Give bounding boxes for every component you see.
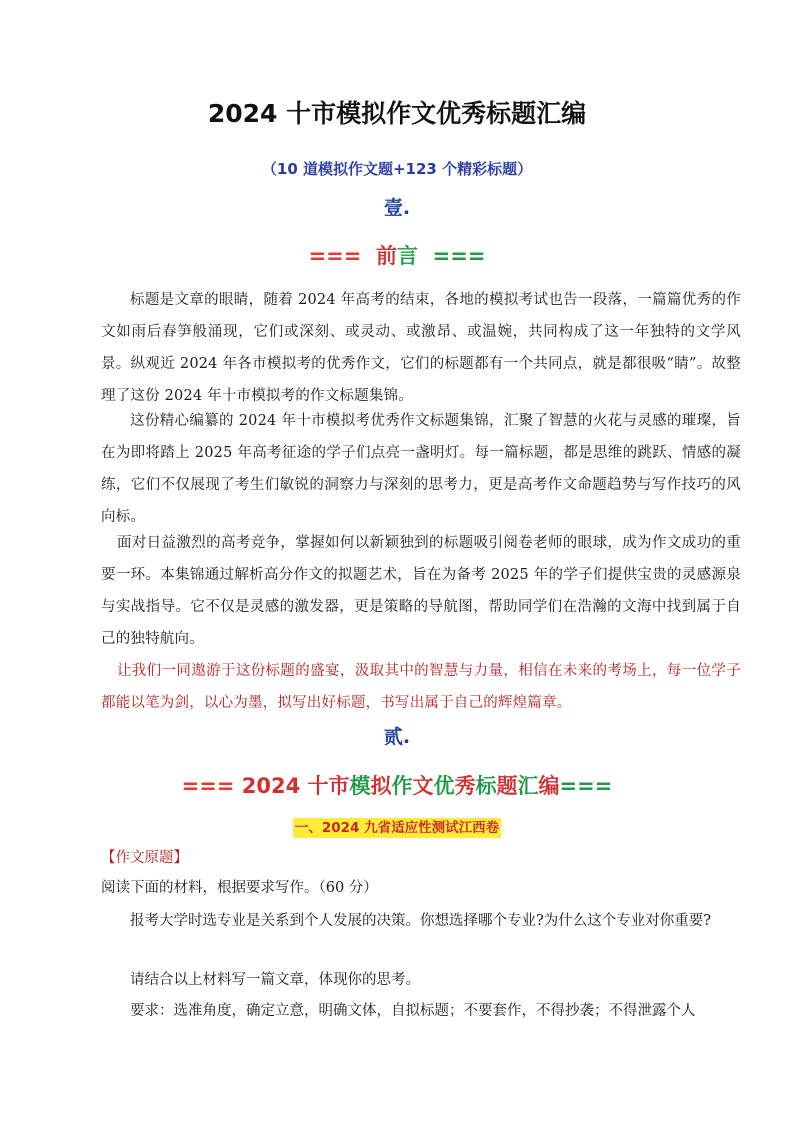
banner-equals-right: === <box>432 244 486 268</box>
preface-paragraph-2: 这份精心编纂的 2024 年十市模拟考优秀作文标题集锦，汇聚了智慧的火花与灵感的璀璨，旨在为即将踏上 2025 年高考征途的学子们点亮一盏明灯。每一篇标题，都是思维的跳跃、情感的凝练，它们不仅展现了考生们敏锐的洞察力与深刻的思考力，更是高考作文命题趋势与写作技巧的风向标。 <box>101 413 741 525</box>
section-banner-compilation <box>0 770 794 800</box>
question-heading-text: 一、2024 九省适应性测试江西卷 <box>294 820 500 836</box>
banner-char: 优 <box>433 774 455 798</box>
banner-char: 言 <box>397 244 418 268</box>
question-requirements: 要求：选准角度，确定立意，明确文体，自拟标题；不要套作，不得抄袭；不得泄露个人 <box>130 1003 696 1019</box>
banner-char: 拟 <box>370 774 392 798</box>
banner-char: 前 <box>376 244 397 268</box>
question-material: 报考大学时选专业是关系到个人发展的决策。你想选择哪个专业?为什么这个专业对你重要? <box>130 913 712 929</box>
banner-char: 标 <box>475 774 497 798</box>
banner-equals-left: === <box>181 774 235 798</box>
banner-char: 编 <box>538 774 560 798</box>
preface-paragraph-1: 标题是文章的眼睛，随着 2024 年高考的结束，各地的模拟考试也告一段落，一篇篇优秀的作文如雨后春笋般涌现，它们或深刻、或灵动、或激昂、或温婉，共同构成了这一年独特的文学风景。纵观近 2024 年各市模拟考的优秀作文，它们的标题都有一个共同点，就是都很吸“睛”。故整理了这份 2024 年十市模拟考的作文标题集锦。 <box>101 292 741 404</box>
banner-char: 汇 <box>517 774 539 798</box>
banner-char: 题 <box>496 774 518 798</box>
document-subtitle: （10 道模拟作文题+123 个精彩标题） <box>261 160 533 178</box>
banner-char: 文 <box>412 774 434 798</box>
banner-char: 2024 <box>241 774 301 798</box>
banner-equals-right: === <box>559 774 613 798</box>
banner-char: 秀 <box>454 774 476 798</box>
question-task: 请结合以上材料写一篇文章，体现你的思考。 <box>130 972 420 988</box>
section-marker-2: 贰. <box>383 726 411 748</box>
section-marker-1: 壹. <box>383 197 411 219</box>
section-banner-preface <box>0 240 794 270</box>
banner-equals-left: === <box>308 244 362 268</box>
question-heading <box>0 816 794 836</box>
preface-paragraph-4: 让我们一同遨游于这份标题的盛宴，汲取其中的智慧与力量，相信在未来的考场上，每一位学子都能以笔为剑，以心为墨，拟写出好标题，书写出属于自己的辉煌篇章。 <box>101 663 741 711</box>
question-instruction: 阅读下面的材料，根据要求写作。（60 分） <box>101 880 378 896</box>
document-title: 2024 十市模拟作文优秀标题汇编 <box>207 99 587 128</box>
preface-paragraph-3: 面对日益激烈的高考竞争，掌握如何以新颖独到的标题吸引阅卷老师的眼球，成为作文成功的重要一环。本集锦通过解析高分作文的拟题艺术，旨在为备考 2025 年的学子们提供宝贵的灵感源泉与实战指导。它不仅是灵感的激发器，更是策略的导航图，帮助同学们在浩瀚的文海中找到属于自己的独特航向。 <box>101 535 741 647</box>
original-question-label: 【作文原题】 <box>101 850 188 866</box>
banner-char: 模 <box>349 774 371 798</box>
banner-char: 作 <box>391 774 413 798</box>
banner-char: 十 <box>307 774 329 798</box>
banner-char: 市 <box>328 774 350 798</box>
